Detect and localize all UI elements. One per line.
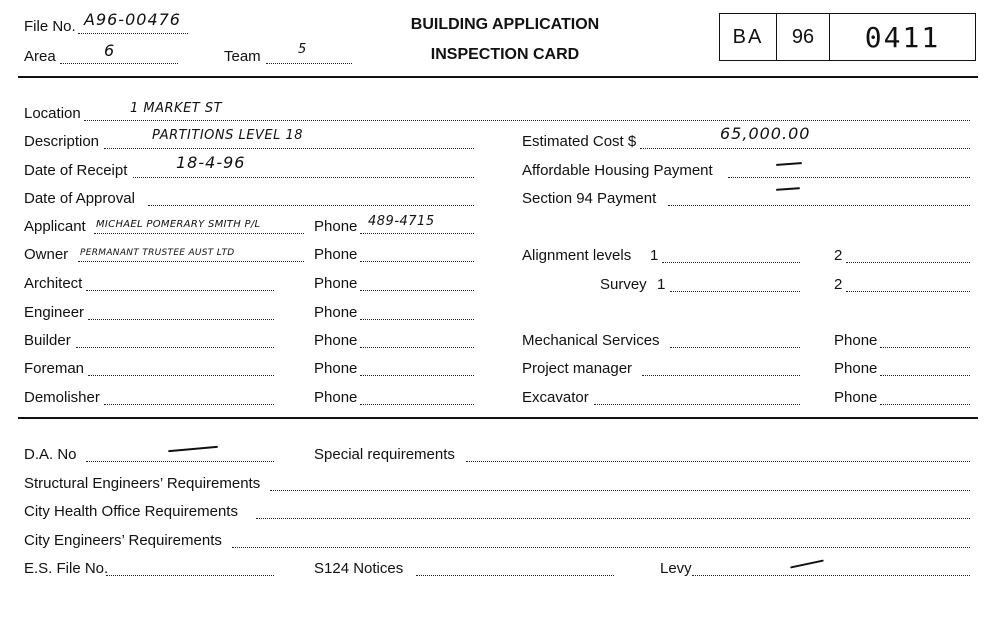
area-label: Area [24, 48, 56, 65]
es-file-label: E.S. File No. [24, 560, 109, 577]
date-receipt-value: 18-4-96 [176, 153, 246, 172]
form-title-line1: BUILDING APPLICATION [410, 16, 600, 33]
applicant-line [94, 233, 304, 234]
project-manager-phone-line [880, 375, 970, 376]
date-receipt-line [133, 177, 474, 178]
project-manager-label: Project manager [522, 360, 633, 377]
team-value: 5 [298, 42, 307, 57]
file-no-line [78, 33, 188, 34]
builder-phone-line [360, 347, 474, 348]
builder-phone-label: Phone [314, 332, 358, 349]
levy-tick-mark [790, 559, 824, 568]
engineer-phone-label: Phone [314, 304, 358, 321]
excavator-label: Excavator [522, 389, 589, 406]
alignment-2-label: 2 [834, 247, 843, 264]
foreman-phone-label: Phone [314, 360, 358, 377]
special-requirements-line [466, 461, 970, 462]
alignment-1-line [662, 262, 800, 263]
area-line [60, 63, 178, 64]
team-line [266, 63, 352, 64]
section94-line [668, 205, 970, 206]
location-value: 1 MARKET ST [130, 101, 223, 116]
affordable-housing-line [728, 177, 970, 178]
owner-label: Owner [24, 246, 69, 263]
foreman-line [88, 375, 274, 376]
applicant-label: Applicant [24, 218, 86, 235]
divider-top [18, 76, 978, 78]
divider-bottom [18, 417, 978, 419]
levy-line [692, 575, 970, 576]
architect-label: Architect [24, 275, 83, 292]
health-requirements-label: City Health Office Requirements [24, 503, 238, 520]
project-manager-line [642, 375, 800, 376]
section94-label: Section 94 Payment [522, 190, 657, 207]
da-no-line [86, 461, 274, 462]
owner-phone-line [360, 261, 474, 262]
description-label: Description [24, 133, 100, 150]
health-requirements-line [256, 518, 970, 519]
architect-phone-line [360, 290, 474, 291]
owner-line [78, 261, 304, 262]
excavator-phone-line [880, 404, 970, 405]
file-no-label: File No. [24, 18, 76, 35]
da-no-dash [168, 446, 218, 452]
location-label: Location [24, 105, 81, 122]
demolisher-line [104, 404, 274, 405]
survey-1-line [670, 291, 800, 292]
excavator-phone-label: Phone [834, 389, 878, 406]
alignment-1-label: 1 [650, 247, 659, 264]
date-receipt-label: Date of Receipt [24, 162, 128, 179]
section94-dash [776, 187, 800, 191]
applicant-phone-value: 489-4715 [368, 214, 435, 229]
mechanical-label: Mechanical Services [522, 332, 660, 349]
ref-number: 0411 [864, 20, 941, 54]
structural-requirements-line [270, 490, 970, 491]
builder-label: Builder [24, 332, 71, 349]
architect-phone-label: Phone [314, 275, 358, 292]
es-file-line [106, 575, 274, 576]
foreman-label: Foreman [24, 360, 85, 377]
engineer-line [88, 319, 274, 320]
city-engineers-label: City Engineers’ Requirements [24, 532, 222, 549]
engineer-phone-line [360, 319, 474, 320]
structural-requirements-label: Structural Engineers’ Requirements [24, 475, 261, 492]
s124-notices-line [416, 575, 614, 576]
demolisher-phone-line [360, 404, 474, 405]
date-approval-line [148, 205, 474, 206]
date-approval-label: Date of Approval [24, 190, 135, 207]
reference-number-box [719, 13, 976, 61]
survey-label: Survey [600, 276, 647, 293]
file-no-value: A96-00476 [84, 10, 181, 29]
engineer-label: Engineer [24, 304, 85, 321]
description-line [104, 148, 474, 149]
alignment-label: Alignment levels [522, 247, 632, 264]
architect-line [86, 290, 274, 291]
survey-2-label: 2 [834, 276, 843, 293]
team-label: Team [224, 48, 261, 65]
description-value: PARTITIONS LEVEL 18 [152, 128, 303, 143]
form-title-line2: INSPECTION CARD [430, 46, 580, 63]
excavator-line [594, 404, 800, 405]
estimated-cost-label: Estimated Cost $ [522, 133, 637, 150]
ref-prefix: BA [720, 14, 777, 60]
mechanical-line [670, 347, 800, 348]
foreman-phone-line [360, 375, 474, 376]
project-manager-phone-label: Phone [834, 360, 878, 377]
affordable-housing-label: Affordable Housing Payment [522, 162, 713, 179]
da-no-label: D.A. No [24, 446, 77, 463]
survey-1-label: 1 [657, 276, 666, 293]
estimated-cost-value: 65,000.00 [720, 124, 811, 143]
ref-year: 96 [777, 14, 830, 60]
demolisher-label: Demolisher [24, 389, 100, 406]
applicant-value: MICHAEL POMERARY SMITH P/L [96, 219, 261, 230]
location-line [84, 120, 970, 121]
applicant-phone-label: Phone [314, 218, 358, 235]
area-value: 6 [104, 41, 116, 60]
survey-2-line [846, 291, 970, 292]
city-engineers-line [232, 547, 970, 548]
special-requirements-label: Special requirements [314, 446, 455, 463]
mechanical-phone-label: Phone [834, 332, 878, 349]
demolisher-phone-label: Phone [314, 389, 358, 406]
mechanical-phone-line [880, 347, 970, 348]
estimated-cost-line [640, 148, 970, 149]
s124-notices-label: S124 Notices [314, 560, 404, 577]
owner-phone-label: Phone [314, 246, 358, 263]
levy-label: Levy [660, 560, 692, 577]
builder-line [76, 347, 274, 348]
alignment-2-line [846, 262, 970, 263]
applicant-phone-line [360, 233, 474, 234]
owner-value: PERMANANT TRUSTEE AUST LTD [80, 248, 235, 258]
affordable-housing-dash [776, 162, 802, 166]
